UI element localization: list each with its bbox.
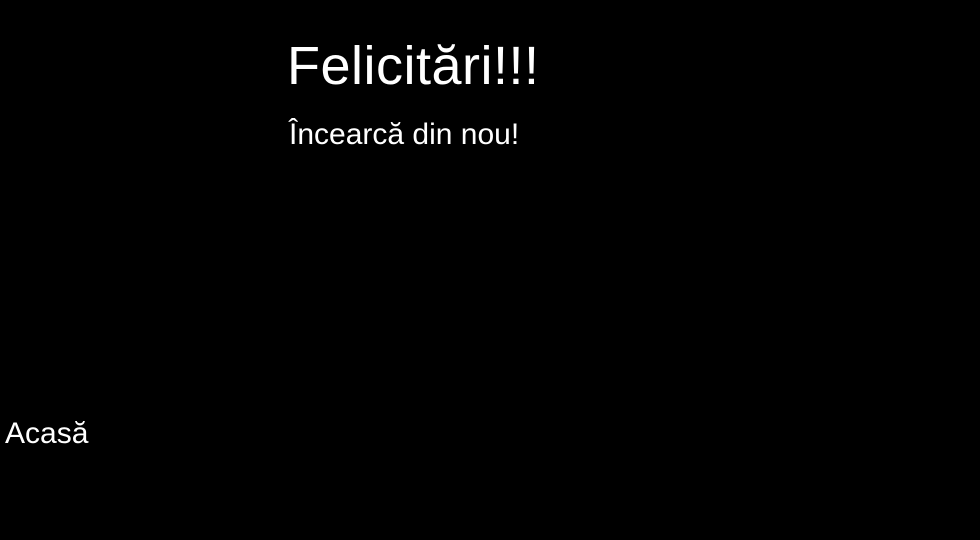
home-link[interactable]: Acasă: [5, 417, 89, 450]
try-again-link[interactable]: Încearcă din nou!: [289, 118, 520, 151]
page-title: Felicitări!!!: [287, 36, 540, 96]
